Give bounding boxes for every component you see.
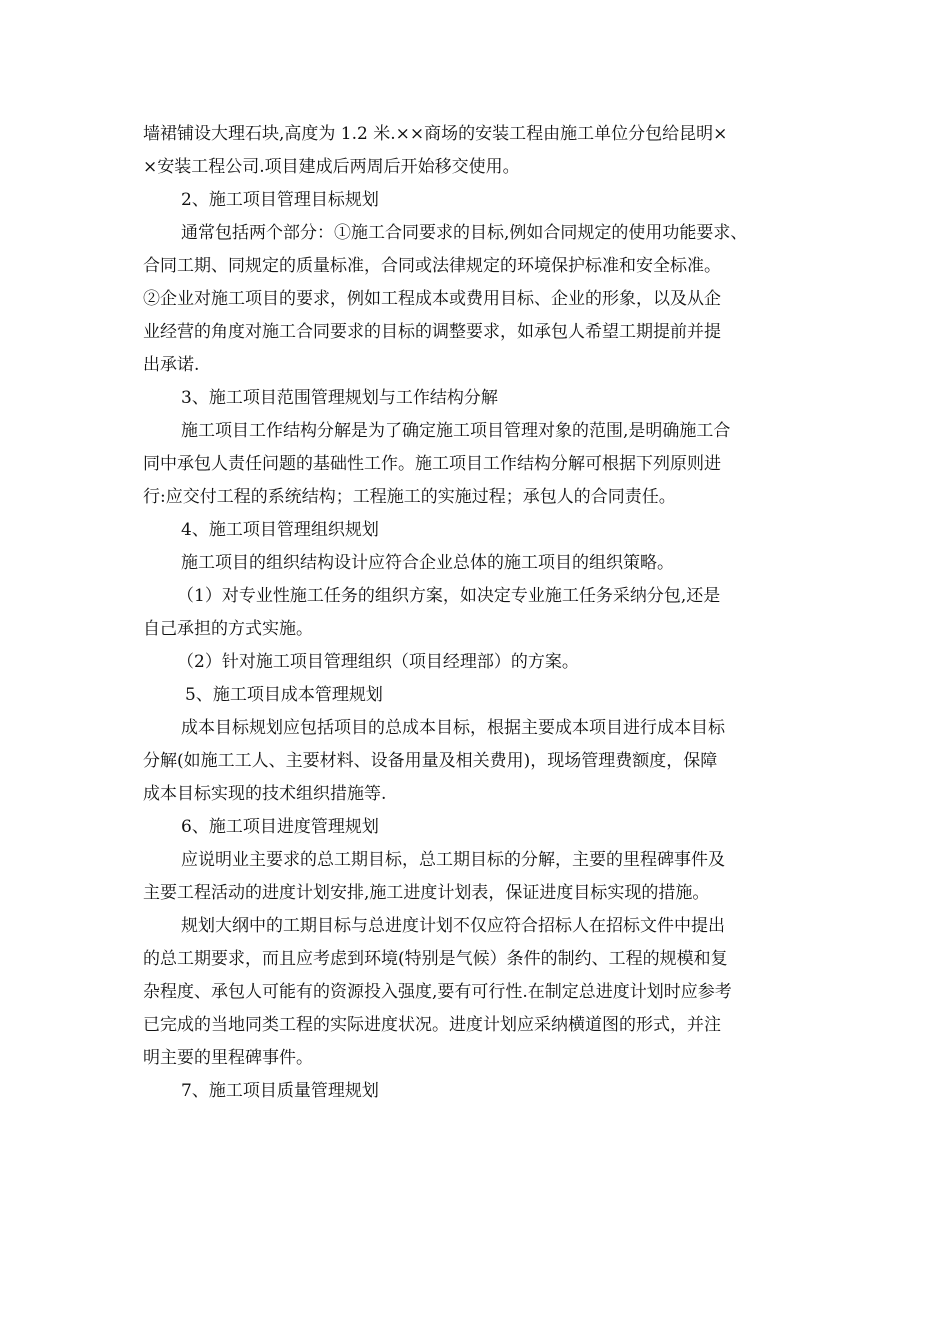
- section-heading: 2、施工项目管理目标规划: [181, 190, 379, 210]
- paragraph-line: 通常包括两个部分：①施工合同要求的目标,例如合同规定的使用功能要求、: [181, 223, 748, 243]
- paragraph-line: 业经营的角度对施工合同要求的目标的调整要求，如承包人希望工期提前并提: [143, 322, 721, 342]
- paragraph-line: ×安装工程公司.项目建成后两周后开始移交使用。: [143, 157, 520, 177]
- paragraph-line: 杂程度、承包人可能有的资源投入强度,要有可行性.在制定总进度计划时应参考: [143, 982, 732, 1002]
- section-heading: 7、施工项目质量管理规划: [181, 1081, 379, 1101]
- paragraph-line: 出承诺.: [143, 355, 200, 375]
- paragraph-line: 合同工期、同规定的质量标准，合同或法律规定的环境保护标准和安全标准。: [143, 256, 721, 276]
- paragraph-line: 成本目标规划应包括项目的总成本目标，根据主要成本项目进行成本目标: [181, 718, 725, 738]
- paragraph-line: 施工项目的组织结构设计应符合企业总体的施工项目的组织策略。: [181, 553, 674, 573]
- section-heading: 5、施工项目成本管理规划: [185, 685, 383, 705]
- paragraph-line: 已完成的当地同类工程的实际进度状况。进度计划应采纳横道图的形式，并注: [143, 1015, 721, 1035]
- paragraph-line: 自己承担的方式实施。: [143, 619, 313, 639]
- paragraph-line: 施工项目工作结构分解是为了确定施工项目管理对象的范围,是明确施工合: [181, 421, 731, 441]
- paragraph-line: 同中承包人责任问题的基础性工作。施工项目工作结构分解可根据下列原则进: [143, 454, 721, 474]
- paragraph-line: 规划大纲中的工期目标与总进度计划不仅应符合招标人在招标文件中提出: [181, 916, 725, 936]
- section-heading: 3、施工项目范围管理规划与工作结构分解: [181, 388, 498, 408]
- paragraph-line: 主要工程活动的进度计划安排,施工进度计划表，保证进度目标实现的措施。: [143, 883, 710, 903]
- paragraph-line: 的总工期要求，而且应考虑到环境(特别是气候）条件的制约、工程的规模和复: [143, 949, 728, 969]
- paragraph-line: 明主要的里程碑事件。: [143, 1048, 313, 1068]
- paragraph-line: （2）针对施工项目管理组织（项目经理部）的方案。: [177, 652, 579, 672]
- paragraph-line: 成本目标实现的技术组织措施等.: [143, 784, 387, 804]
- section-heading: 4、施工项目管理组织规划: [181, 520, 379, 540]
- section-heading: 6、施工项目进度管理规划: [181, 817, 379, 837]
- paragraph-line: ②企业对施工项目的要求，例如工程成本或费用目标、企业的形象，以及从企: [143, 289, 721, 309]
- paragraph-line: 墙裙铺设大理石块,高度为 1.2 米.××商场的安装工程由施工单位分包给昆明×: [143, 124, 728, 144]
- paragraph-line: 分解(如施工工人、主要材料、设备用量及相关费用)，现场管理费额度，保障: [143, 751, 718, 771]
- document-body: [143, 118, 809, 1108]
- paragraph-line: 行:应交付工程的系统结构；工程施工的实施过程；承包人的合同责任。: [143, 487, 676, 507]
- paragraph-line: 应说明业主要求的总工期目标，总工期目标的分解，主要的里程碑事件及: [181, 850, 725, 870]
- paragraph-line: （1）对专业性施工任务的组织方案，如决定专业施工任务采纳分包,还是: [177, 586, 721, 606]
